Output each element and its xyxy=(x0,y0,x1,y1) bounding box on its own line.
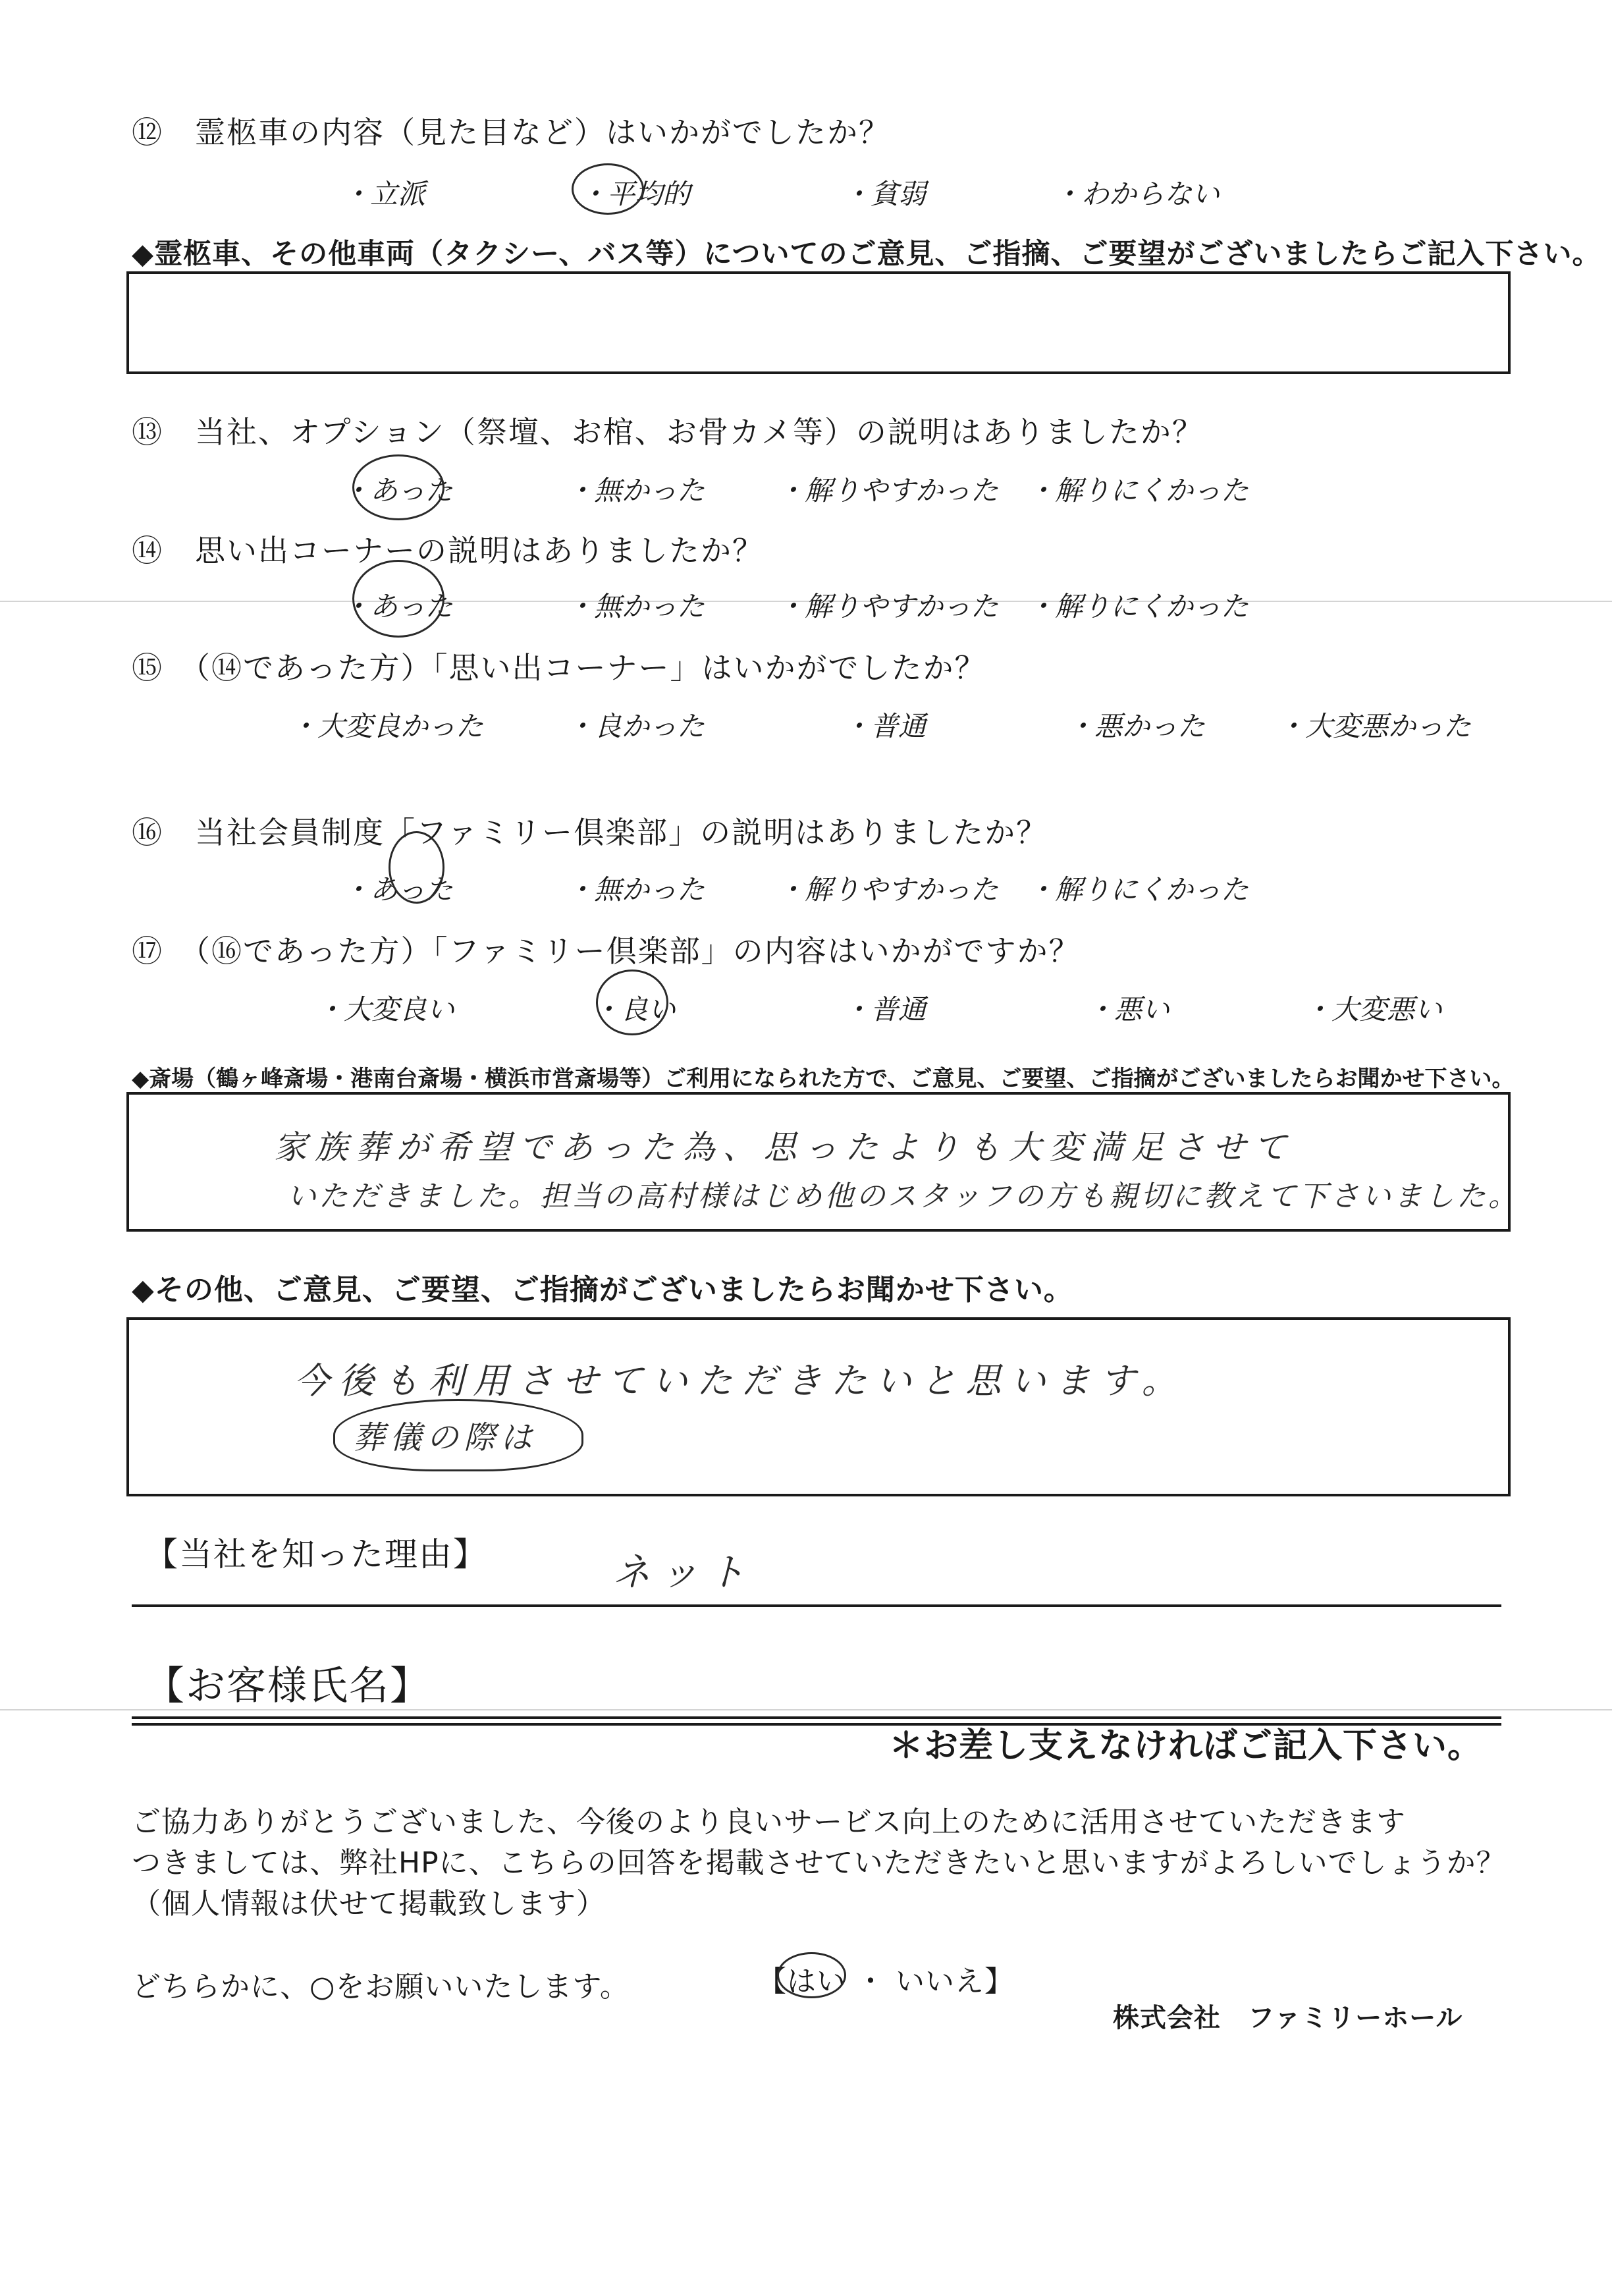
q12-option-average[interactable]: ・平均的 xyxy=(579,178,691,210)
crematorium-note-box[interactable] xyxy=(126,1092,1520,1232)
customer-name-note: ＊お差し支えなければご記入下さい。 xyxy=(889,1726,1483,1766)
other-note-answer-insert: 葬儀の際は xyxy=(353,1419,538,1456)
q13-option-unclear[interactable]: ・解りにくかった xyxy=(1027,474,1249,506)
crematorium-note-label: ◆斎場（鶴ヶ峰斎場・港南台斎場・横浜市営斎場等）ご利用になられた方で、ご意見、ご要望、ご指摘がございましたらお聞かせ下さい。 xyxy=(132,1066,1515,1092)
q17-selected-circle xyxy=(596,970,668,1035)
q15-option-good[interactable]: ・良かった xyxy=(566,710,705,742)
q15-option-bad[interactable]: ・悪かった xyxy=(1067,710,1206,742)
q12-option-poor[interactable]: ・貧弱 xyxy=(843,178,927,210)
q15-option-very-bad[interactable]: ・大変悪かった xyxy=(1277,710,1472,742)
company-name: 株式会社 ファミリーホール xyxy=(1113,2003,1463,2033)
q14-option-yes[interactable]: ・あった xyxy=(342,590,453,622)
q12-question: ⑫ 霊柩車の内容（見た目など）はいかがでしたか？ xyxy=(132,115,890,150)
crematorium-note-answer-line1: 家族葬が希望であった為、思ったよりも大変満足させて xyxy=(274,1128,1295,1166)
q13-option-no[interactable]: ・無かった xyxy=(566,474,705,506)
other-note-box[interactable] xyxy=(126,1317,1511,1496)
q13-selected-circle xyxy=(352,454,444,520)
q17-option-normal[interactable]: ・普通 xyxy=(843,993,927,1025)
customer-name-label: 【お客様氏名】 xyxy=(145,1663,431,1709)
q12-option-unknown[interactable]: ・わからない xyxy=(1054,178,1220,210)
q12-option-excellent[interactable]: ・立派 xyxy=(342,178,426,210)
q16-option-no[interactable]: ・無かった xyxy=(566,873,705,906)
q14-option-clear[interactable]: ・解りやすかった xyxy=(777,590,999,622)
q16-question: ⑯ 当社会員制度「ファミリー倶楽部」の説明はありましたか？ xyxy=(132,815,1048,850)
consent-choices[interactable]: 【はい ・ いいえ】 xyxy=(757,1965,1014,1998)
reason-underline xyxy=(132,1604,1501,1607)
q16-option-yes[interactable]: ・あった xyxy=(342,873,453,906)
q13-option-yes[interactable]: ・あった xyxy=(342,474,453,506)
q17-option-good[interactable]: ・良い xyxy=(593,993,676,1025)
reason-answer: ネット xyxy=(612,1550,755,1595)
q17-question: ⑰ （⑯であった方）「ファミリー倶楽部」の内容はいかがですか？ xyxy=(132,933,1081,969)
q17-option-very-good[interactable]: ・大変良い xyxy=(316,993,455,1025)
consent-yes-circle xyxy=(777,1952,846,1998)
other-note-label: ◆その他、ご意見、ご要望、ご指摘がございましたらお聞かせ下さい。 xyxy=(132,1273,1073,1307)
q14-selected-circle xyxy=(352,560,444,638)
footer-line3: （個人情報は伏せて掲載致します） xyxy=(132,1887,606,1921)
q14-question: ⑭ 思い出コーナーの説明はありましたか？ xyxy=(132,533,764,568)
vehicle-note-label: ◆霊柩車、その他車両（タクシー、バス等）についてのご意見、ご指摘、ご要望がございましたらご記入下さい。 xyxy=(132,238,1601,271)
q14-option-unclear[interactable]: ・解りにくかった xyxy=(1027,590,1249,622)
q15-question: ⑮ （⑭であった方）「思い出コーナー」はいかがでしたか？ xyxy=(132,650,986,686)
q17-option-bad[interactable]: ・悪い xyxy=(1087,993,1170,1025)
q15-option-normal[interactable]: ・普通 xyxy=(843,710,927,742)
other-note-insert-bracket xyxy=(333,1399,583,1471)
q15-option-very-good[interactable]: ・大変良かった xyxy=(290,710,484,742)
q14-option-no[interactable]: ・無かった xyxy=(566,590,705,622)
crematorium-note-answer-line2: いただきました。担当の高村様はじめ他のスタッフの方も親切に教えて下さいました。 xyxy=(287,1180,1520,1213)
vehicle-note-box[interactable] xyxy=(126,271,1511,374)
q13-question: ⑬ 当社、オプション（祭壇、お棺、お骨カメ等）の説明はありましたか？ xyxy=(132,414,1204,450)
footer-line2: つきましては、弊社HPに、こちらの回答を掲載させていただきたいと思いますがよろしいでしょうか？ xyxy=(132,1846,1506,1880)
q16-selected-circle xyxy=(389,831,444,904)
q16-option-unclear[interactable]: ・解りにくかった xyxy=(1027,873,1249,906)
footer-line1: ご協力ありがとうございました、今後のより良いサービス向上のために活用させていただきます xyxy=(132,1805,1406,1839)
q13-option-clear[interactable]: ・解りやすかった xyxy=(777,474,999,506)
q12-selected-circle xyxy=(572,163,644,215)
q16-option-clear[interactable]: ・解りやすかった xyxy=(777,873,999,906)
other-note-answer-line1: 今後も利用させていただきたいと思います。 xyxy=(294,1360,1187,1402)
reason-label: 【当社を知った理由】 xyxy=(145,1535,487,1573)
consent-prompt: どちらかに、○をお願いいたします。 xyxy=(132,1970,630,2004)
q17-option-very-bad[interactable]: ・大変悪い xyxy=(1304,993,1443,1025)
